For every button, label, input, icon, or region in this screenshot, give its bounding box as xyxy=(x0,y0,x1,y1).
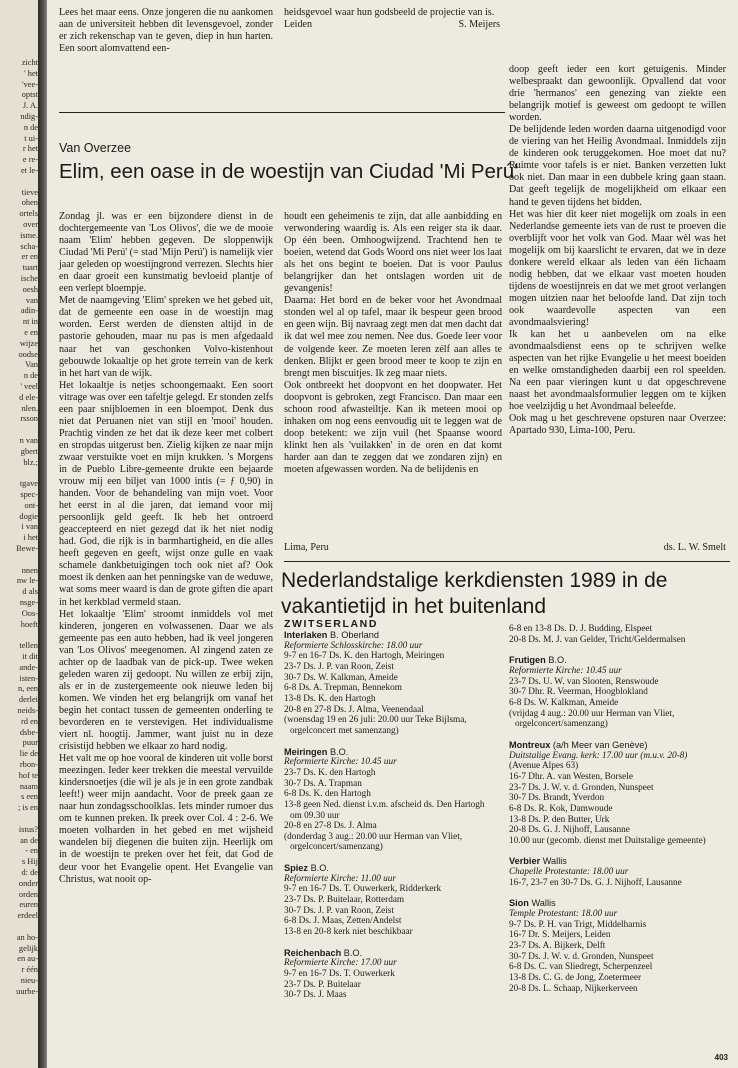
service-location xyxy=(284,863,496,874)
service-region: Wallis xyxy=(542,856,567,867)
left-page-fragment-line: s een xyxy=(21,792,38,802)
service-line: 30-7 Ds. W. Kalkman, Ameide xyxy=(284,672,398,683)
left-page-fragment-line: s Hij xyxy=(21,857,38,867)
service-block xyxy=(284,863,496,938)
article-col2-paragraph: Ook ontbreekt het doopvont en het doopwater. Het doopvont is gebroken, zegt Francisco. Dan maar een schoon rood afwasteiltje. Kan ik meteen mooi op inhaken om nog eens eenvoudig uit te leggen wat de doop betekent: we zijn vuil (het Spaanse woord klinkt hen als 'vuilakken' in de oren en dat komt harder aan dan te zeggen dat we zondaren zijn) en moeten afgewassen worden. Na de belijdenis en xyxy=(284,379,502,475)
service-line: 30-7 Ds. A. Trapman xyxy=(284,778,362,789)
article-col3-paragraph: De belijdende leden worden daarna uitgenodigd voor de viering van het Heilig Avondmaal. Inmiddels zijn de kinderen ook teruggekomen. Hoe moet dat nu? Ruimte voor tafels is er niet. Banken verzetten lukt ook niet. Dan maar in een dubbele kring gaan staan. Dat geeft tegelijk de mogelijkheid om elkaar een hand te geven tijdens het bidden. xyxy=(509,124,726,208)
left-page-fragment-line: an de xyxy=(20,835,38,845)
service-line: 20-8 en 27-8 Ds. J. Alma, Veenendaal xyxy=(284,704,424,715)
service-block xyxy=(509,655,731,730)
service-location xyxy=(284,948,496,959)
left-page-fragment-line: i het xyxy=(23,533,38,543)
article-col3-paragraph: Ik kan het u aanbevelen om na elke avondmaalsdienst eens op te schrijven welke aspecten van het rijke Evangelie u het meest boeiden en welke omstandigheden daarbij een rol speelden. Na een paar vieringen kunt u dat opgeschrevene naast het avondmaalsformulier leggen om te kijken hoe veelzijdig u het Avondmaal beleefde. xyxy=(509,329,726,413)
kerk-col1-blocks xyxy=(284,630,496,1001)
service-line: 9-7 en 16-7 Ds. T. Ouwerkerk xyxy=(284,969,395,980)
left-page-fragment-line: rbon- xyxy=(19,760,38,769)
left-page-fragment-line: hoeft xyxy=(20,619,38,629)
intro-sig-name: S. Meijers xyxy=(458,19,500,31)
magazine-page xyxy=(47,0,738,1068)
intro-col1 xyxy=(59,7,273,55)
left-page-fragment-line: e en xyxy=(24,328,38,337)
left-page-fragment-line: Van xyxy=(24,360,38,370)
service-place: Reichenbach xyxy=(284,947,344,958)
service-location xyxy=(284,630,496,641)
service-region: B.O. xyxy=(548,655,567,666)
service-line: 6-8 en 13-8 Ds. D. J. Budding, Elspeet xyxy=(509,624,653,634)
left-page-fragment-line: gelijk xyxy=(18,943,38,953)
article-sig-place: Lima, Peru xyxy=(284,542,329,553)
left-page-fragment-line: ohen xyxy=(21,198,38,208)
left-page-fragment-line: n van xyxy=(19,436,38,445)
service-line: 9-7 Ds. P. H. van Trigt, Middelharnis xyxy=(509,919,647,930)
service-line: 20-8 Ds. L. Schaap, Nijkerkerveen xyxy=(509,983,638,994)
left-page-fragment-line: wijze xyxy=(19,338,38,348)
service-line: 20-8 Ds. M. J. van Gelder, Tricht/Geldermalsen xyxy=(509,634,686,645)
article-signature xyxy=(284,542,726,554)
service-region: B.O. xyxy=(329,746,349,757)
intro-col1-text: Lees het maar eens. Onze jongeren die nu aankomen aan de universiteit hebben dit levensgevoel, zonder er zich rekenschap van te geven, diep in hun harten. Een soort alomvattend een- xyxy=(59,7,273,55)
left-page-fragment-line: hof te xyxy=(18,770,38,780)
left-page-fragment-line: nnen xyxy=(21,565,38,575)
left-page-fragment-line: tuart xyxy=(22,263,38,273)
service-line: 6-8 Ds. W. Kalkman, Ameide xyxy=(509,697,619,708)
intro-col2 xyxy=(284,7,500,31)
service-line: 13-8 Ds. P. den Butter, Urk xyxy=(509,814,610,825)
service-line: 6-8 Ds. J. Maas, Zetten/Andelst xyxy=(284,916,402,927)
left-page-fragment-line: d ele- xyxy=(19,392,38,402)
intro-rule xyxy=(59,112,505,113)
service-location xyxy=(509,655,731,666)
service-location xyxy=(284,747,496,758)
left-page-fragment-line: - en xyxy=(25,846,38,856)
left-page-fragment-line: erdeel xyxy=(17,911,38,921)
left-page-fragment-line: onder xyxy=(18,878,38,888)
article-col3-paragraph: Ook mag u het geschrevene opsturen naar Overzee: Apartado 930, Lima-100, Peru. xyxy=(509,413,726,437)
kerk-col2-continuation xyxy=(509,624,731,645)
service-place: Meiringen xyxy=(284,746,330,757)
service-line: 16-7 Dhr. A. van Westen, Borsele xyxy=(509,771,633,782)
service-line: 30-7 Ds. Brandt, Yverdon xyxy=(509,793,605,804)
left-page-fragment-line: scha- xyxy=(20,241,38,251)
article-col1-paragraph: Het valt me op hoe vooral de kinderen uit volle borst meezingen. Ieder keer trekken die meestal vervuilde kindersnoetjes (die wil je als je in een grote zandbak leeft!) weer mijn aandacht. Voor de preek gaan ze naar hun zondagsschoolklas. Iets minder rumoer dus om te kunnen preken. Ik preek over Col. 4 : 2-6. We moeten volharden in het gebed en met wijsheid wandelen bij diegenen die buiten zijn. Heerlijk om in de woestijn te preken over het feit, dat God de deur voor het Evangelie opent. Het Evangelie van Christus, wat nooit op- xyxy=(59,753,273,885)
service-church: Chapelle Protestante: 18.00 uur xyxy=(509,867,629,878)
left-page-fragment-line: nlen. xyxy=(21,403,38,413)
left-page-fragment-line: oodse xyxy=(18,349,38,359)
article-col2 xyxy=(284,211,502,476)
service-line: 20-8 Ds. G. J. Nijhoff, Lausanne xyxy=(509,825,630,836)
left-page-fragment-line: Bewe- xyxy=(16,544,38,553)
left-page-fragment-line: gbert xyxy=(20,446,38,456)
service-church: Reformierte Kirche: 10.45 uur xyxy=(284,757,397,768)
kerk-col2 xyxy=(509,624,731,1004)
left-page-fragment-line: over xyxy=(23,220,38,229)
service-line: 23-7 Ds. K. den Hartogh xyxy=(284,767,376,778)
article-col1-paragraph: Het lokaaltje 'Elim' stroomt inmiddels vol met kinderen, jongeren en volwassenen. Daar we als gemeente pas een auto hebben, had ik veel jongeren van 'Los Olivos' meegenomen. Al zingend zaten ze achter op de laadbak van de pick-up. Twee weken geleden waren zij gedoopt. Nu willen ze erbij zijn, als er in de zustergemeente ook nieuwe leden bij komen. We vinden het erg belangrijk om vanaf het begin het contact tussen de gemeenten onderling te bevorderen en te verstevigen. Het individualisme viert nl. hoogtij. Jammer, want juist nu in deze crisistijd hebben we elkaar zo hard nodig. xyxy=(59,608,273,753)
service-line: 13-8 en 20-8 kerk niet beschikbaar xyxy=(284,927,413,938)
left-page-fragment-line: ische xyxy=(20,274,38,283)
left-page-fragment-line: r het xyxy=(22,144,38,154)
left-page-fragment-line: spec- xyxy=(20,490,38,499)
article-col3-paragraph: doop geeft ieder een kort getuigenis. Minder welbespraakt dan gewoonlijk. Opvallend dat voor drie 'hermanos' een genezing van ziekte een belangrijk motief is geweest om gedoopt te willen worden. xyxy=(509,64,726,124)
left-page-fragment-line: isten- xyxy=(19,673,38,683)
service-region: B.O. xyxy=(310,863,329,874)
left-page-fragment-line: ndig- xyxy=(20,112,38,121)
left-page-fragment-line: rd en xyxy=(21,716,38,726)
left-page-fragment-line: ' veel xyxy=(20,382,38,391)
left-page-fragment-line: uurbe- xyxy=(16,986,38,996)
service-line: 6-8 Ds. R. Kok, Damwoude xyxy=(509,803,613,814)
intro-col2-text: heidsgevoel waar hun godsbeeld de projectie van is. xyxy=(284,7,495,18)
service-church: Reformierte Schlosskirche: 18.00 uur xyxy=(284,640,423,651)
service-line: (Avenue Alpes 63) xyxy=(509,761,579,772)
service-place: Sion xyxy=(509,898,532,909)
left-page-fragment-line: tieve xyxy=(21,187,38,197)
service-block xyxy=(284,630,496,737)
book-gutter xyxy=(38,0,47,1068)
service-line: 20-8 en 27-8 Ds. J. Alma xyxy=(284,821,377,832)
left-page-fragment-line: naam xyxy=(19,781,38,791)
article-col3 xyxy=(509,64,726,437)
left-page-fragment-line: tellen xyxy=(19,641,38,651)
left-page-fragment-line: nt in xyxy=(22,317,38,327)
service-line: 23-7 Ds. P. Buitelaar, Rotterdam xyxy=(284,895,405,906)
service-line: 13-8 geen Ned. dienst i.v.m. afscheid ds. Den Hartogh om 09.30 uur xyxy=(284,799,485,821)
service-region: B. Oberland xyxy=(329,630,379,640)
service-line: (donderdag 3 aug.: 20.00 uur Herman van Vliet, orgelconcert/samenzang) xyxy=(284,831,463,853)
left-page-fragment-line: d: de xyxy=(21,868,38,877)
service-line: 30-7 Ds. J. P. van Roon, Zeist xyxy=(284,905,394,916)
left-page-fragment-line: n de xyxy=(23,122,38,132)
left-page-fragment-line: an ho- xyxy=(16,932,38,942)
service-line: (woensdag 19 en 26 juli: 20.00 uur Teke Bijlsma, orgelconcert met samenzang) xyxy=(284,715,467,736)
left-page-fragment-line: orden xyxy=(18,889,38,899)
left-page-fragment-line: nieu- xyxy=(20,976,38,985)
left-page-fragment-line: et le- xyxy=(21,166,38,175)
service-region: Wallis xyxy=(531,898,556,909)
service-line: 23-7 Ds. P. Buitelaar xyxy=(284,979,361,990)
left-page-fragment-line: nw le- xyxy=(16,576,38,586)
left-page-fragment-line: 'vee- xyxy=(22,79,38,89)
left-page-fragment-line: ' het xyxy=(24,68,38,78)
article-col2-paragraph: houdt een geheimenis te zijn, dat alle aanbidding en verwondering waardig is. Als een reiger sta ik daar. Op één been. Omhoogwijzend. Trachtend hen te boeien, wetend dat Gods Woord ons niet weer los laat als het ons begint te boeien. Dat is voor Paulus belangrijker dan het ontslagen worden uit de gevangenis! xyxy=(284,211,502,295)
service-place: Montreux xyxy=(509,739,553,750)
service-place: Spiez xyxy=(284,863,311,874)
service-line: 30-7 Ds. J. Maas xyxy=(284,990,347,1001)
left-page-fragment-line: ont- xyxy=(24,500,38,510)
article-col1 xyxy=(59,211,273,886)
page-number: 403 xyxy=(714,1053,728,1062)
left-page-fragment-line: blz.; xyxy=(23,457,38,467)
service-church: Reformierte Kirche: 10.45 uur xyxy=(509,665,622,676)
service-place: Frutigen xyxy=(509,655,549,666)
left-page-fragment-line: nsge- xyxy=(19,598,38,607)
left-page-fragment-line: euren xyxy=(19,900,38,910)
left-page-fragment-line: r één xyxy=(21,965,38,975)
service-church: Reformierte Kirche: 17.00 uur xyxy=(284,958,397,969)
left-page-fragment-line: dsbe- xyxy=(19,727,38,737)
service-line: 23-7 Ds. J. P. van Roon, Zeist xyxy=(284,661,394,672)
section-label: Van Overzee xyxy=(59,141,132,155)
service-block xyxy=(509,898,731,994)
left-page-fragment-line: ortels xyxy=(19,209,38,219)
service-line: 9-7 en 16-7 Ds. T. Ouwerkerk, Ridderkerk xyxy=(284,884,442,895)
service-location xyxy=(509,856,731,867)
left-page-fragment-line: i van xyxy=(21,522,38,532)
service-place: Verbier xyxy=(509,856,543,867)
intro-signature xyxy=(284,19,500,31)
service-block xyxy=(509,856,731,888)
left-page-fragment-line: puur xyxy=(22,738,38,748)
left-page-fragment-line: e re- xyxy=(22,155,38,165)
service-line: 16-7, 23-7 en 30-7 Ds. G. J. Nijhoff, Lausanne xyxy=(509,877,682,888)
left-page-fragment-line: en au- xyxy=(17,954,38,964)
service-line: 10.00 uur (gecomb. dienst met Duitstalige gemeente) xyxy=(509,835,706,846)
article-title: Elim, een oase in de woestijn van Ciudad 'Mi Perú' xyxy=(59,160,519,183)
service-church: Duitstalige Evang. kerk: 17.00 uur (m.u.v. 20-8) xyxy=(509,750,688,761)
kerkdiensten-title: Nederlandstalige kerkdiensten 1989 in de vakantietijd in het buitenland xyxy=(281,569,668,618)
service-line: 6-8 Ds. C. van Sliedregt, Scherpenzeel xyxy=(509,962,653,973)
kerk-col1 xyxy=(284,618,496,1011)
intro-sig-place: Leiden xyxy=(284,19,313,31)
service-line: 16-7 Dr. S. Meijers, Leiden xyxy=(509,930,611,941)
service-place: Interlaken xyxy=(284,630,330,640)
left-page-fragment-line: d als xyxy=(22,587,38,597)
service-line: 13-8 Ds. K. den Hartogh xyxy=(284,693,376,704)
left-page-fragment-line: istus? xyxy=(18,824,38,834)
article-sig-name: ds. L. W. Smelt xyxy=(663,542,726,553)
kerk-rule xyxy=(284,561,730,562)
service-block xyxy=(509,740,731,847)
left-page-fragment-line: tgave xyxy=(19,479,38,489)
service-church: Reformierte Kirche: 11.00 uur xyxy=(284,873,397,884)
left-page-fragment-line: ; is en xyxy=(17,803,38,813)
left-page-fragment-line: n de xyxy=(23,371,38,381)
article-col1-paragraph: Met de naamgeving 'Elim' spreken we het gebed uit, dat de gemeente een oase in de woestijn mag worden. Eerst werden de diensten altijd in de pastorie gehouden, maar nu pas is men afgedaald naar het van geschonken Volvo-kistenhout gebouwde lokaaltje op het grote terrein van de kerk in het hart van de wijk. xyxy=(59,295,273,379)
service-line: 6-8 Ds. A. Trepman, Bennekom xyxy=(284,683,402,694)
service-line: (vrijdag 4 aug.: 20.00 uur Herman van Vliet, orgelconcert/samenzang) xyxy=(509,708,675,730)
left-page-fragment-line: er en xyxy=(21,252,38,262)
country-heading: ZWITSERLAND xyxy=(284,618,379,630)
left-page-fragment-line: optst xyxy=(21,90,38,100)
article-col3-paragraph: Het was hier dit keer niet mogelijk om zoals in een Nederlandse gemeente iets van de rust te proeven die overblijft voor het volk van God. Maar wèl was het mogelijk om bij kaarslicht te ervaren, dat we in deze donkere wereld elkaar als leden van één lichaam nodig hebben, dat we elkaar vast moeten houden tijdens de woestijnreis en dat we met groot verlangen mogen uitzien naar het beloofde land. Dat zijn toch ook waardevolle aspecten van een avondmaalsviering! xyxy=(509,208,726,328)
left-page-fragment-line: t ui- xyxy=(24,133,38,143)
service-line: 13-8 Ds. C. G. de Jong, Zoetermeer xyxy=(509,973,642,984)
service-location xyxy=(509,740,731,751)
left-page-fragment-line: van xyxy=(25,295,38,305)
service-location xyxy=(509,898,731,909)
left-page-fragment-line: Oos- xyxy=(21,608,38,618)
article-col2-paragraph: Daarna: Het bord en de beker voor het Avondmaal stonden wel al op tafel, maar ik bespeur geen brood en geen wijn. Bij navraag zegt men dat men dacht dat ik dat wel mee zou nemen. Nee dus. Goede leer voor de volgende keer. Ze moeten leren zélf aan alles te denken. Blijkt er geen brood meer te koop te zijn en brengt men biscuitjes. Ik zeg maar niets. xyxy=(284,295,502,379)
kerk-col2-blocks xyxy=(509,655,731,994)
service-line: 9-7 en 16-7 Ds. K. den Hartogh, Meiringen xyxy=(284,651,445,662)
left-page-fragment-line: n, een xyxy=(18,684,38,694)
left-page-fragment-line: lie de xyxy=(19,749,38,759)
service-line: 23-7 Ds. U. W. van Slooten, Renswoude xyxy=(509,676,659,687)
service-line: 6-8 Ds. K. den Hartogh xyxy=(284,789,371,800)
service-block xyxy=(284,747,496,854)
service-line: 30-7 Ds. J. W. v. d. Gronden, Nunspeet xyxy=(509,951,654,962)
left-page-fragment-line: derlei xyxy=(18,695,38,705)
article-col1-paragraph: Het lokaaltje is netjes schoongemaakt. Een soort vitrage was over een tafeltje gelegd. Er stonden zelfs een paar snijbloemen in een bloempot. Denk dus niet dat Peruanen niet van stijl en 'mooi' houden. Prachtig vinden ze het dat ik deze keer met colbert en stropdas uitgerust ben. Zielig kijken ze naar mijn zwaar verstuikte voet en mijn krukken. 's Morgens in de Pueblo Libre-gemeente drukte een bejaarde vrouw mij een biljet van 1000 intis (= ƒ 0,90) in handen. Voor de behandeling van mijn voet. Voor het eerst in al die jaren, dat iemand voor mij persoonlijk geld geeft. Ik heb het ontroerd geaccepteerd en niet gezegd dat ik het niet nodig had. God, die rijk is in barmhartigheid, en die alles heeft gegeven en geeft, wijst onze gulle en vaak schamele dankbetuigingen toch ook niet af? Ook moest ik denken aan het penningske van de weduwe, wat soms meer waard is dan de grote giften die apart in het kerkblad vermeld staan. xyxy=(59,379,273,608)
left-page-fragment-line: it dit xyxy=(22,652,38,661)
left-page-fragment-line: adin- xyxy=(20,306,38,316)
service-line: 30-7 Dhr. R. Veerman, Hoogblokland xyxy=(509,687,648,698)
left-page-fragment-line: ande- xyxy=(19,662,38,672)
article-col1-paragraph: Zondag jl. was er een bijzondere dienst in de dochtergemeente van 'Los Olivos', die we de mooie naam 'Elim' hebben gegeven. De sloppenwijk Ciudad 'Mi Perú' (= stad 'Mijn Perú') is namelijk vier jaar geleden op woestijngrond verrezen. Slechts hier en daar groeit een kunstmatig bevloeid plantje of een verlept bloempje. xyxy=(59,211,273,295)
service-line: 23-7 Ds. A. Bijkerk, Delft xyxy=(509,941,606,952)
left-page-fragment-line: oesh xyxy=(22,284,38,294)
service-block xyxy=(284,948,496,1001)
left-page-fragment-line: rsson xyxy=(20,414,38,424)
left-page-fragment-line: J. A. xyxy=(22,101,38,111)
service-church: Temple Protestant: 18.00 uur xyxy=(509,909,618,920)
left-page-fragment-line: neids- xyxy=(17,706,38,715)
left-page-fragment-line: isme. xyxy=(20,230,38,240)
left-page-fragment-line: zicht xyxy=(21,58,38,67)
service-region: (a/h Meer van Genève) xyxy=(552,739,648,750)
left-page-fragment-line: dogie xyxy=(19,511,38,521)
service-region: B.O. xyxy=(343,947,363,958)
service-line: 23-7 Ds. J. W. v. d. Gronden, Nunspeet xyxy=(509,782,654,793)
left-page-fragment xyxy=(0,0,40,1068)
